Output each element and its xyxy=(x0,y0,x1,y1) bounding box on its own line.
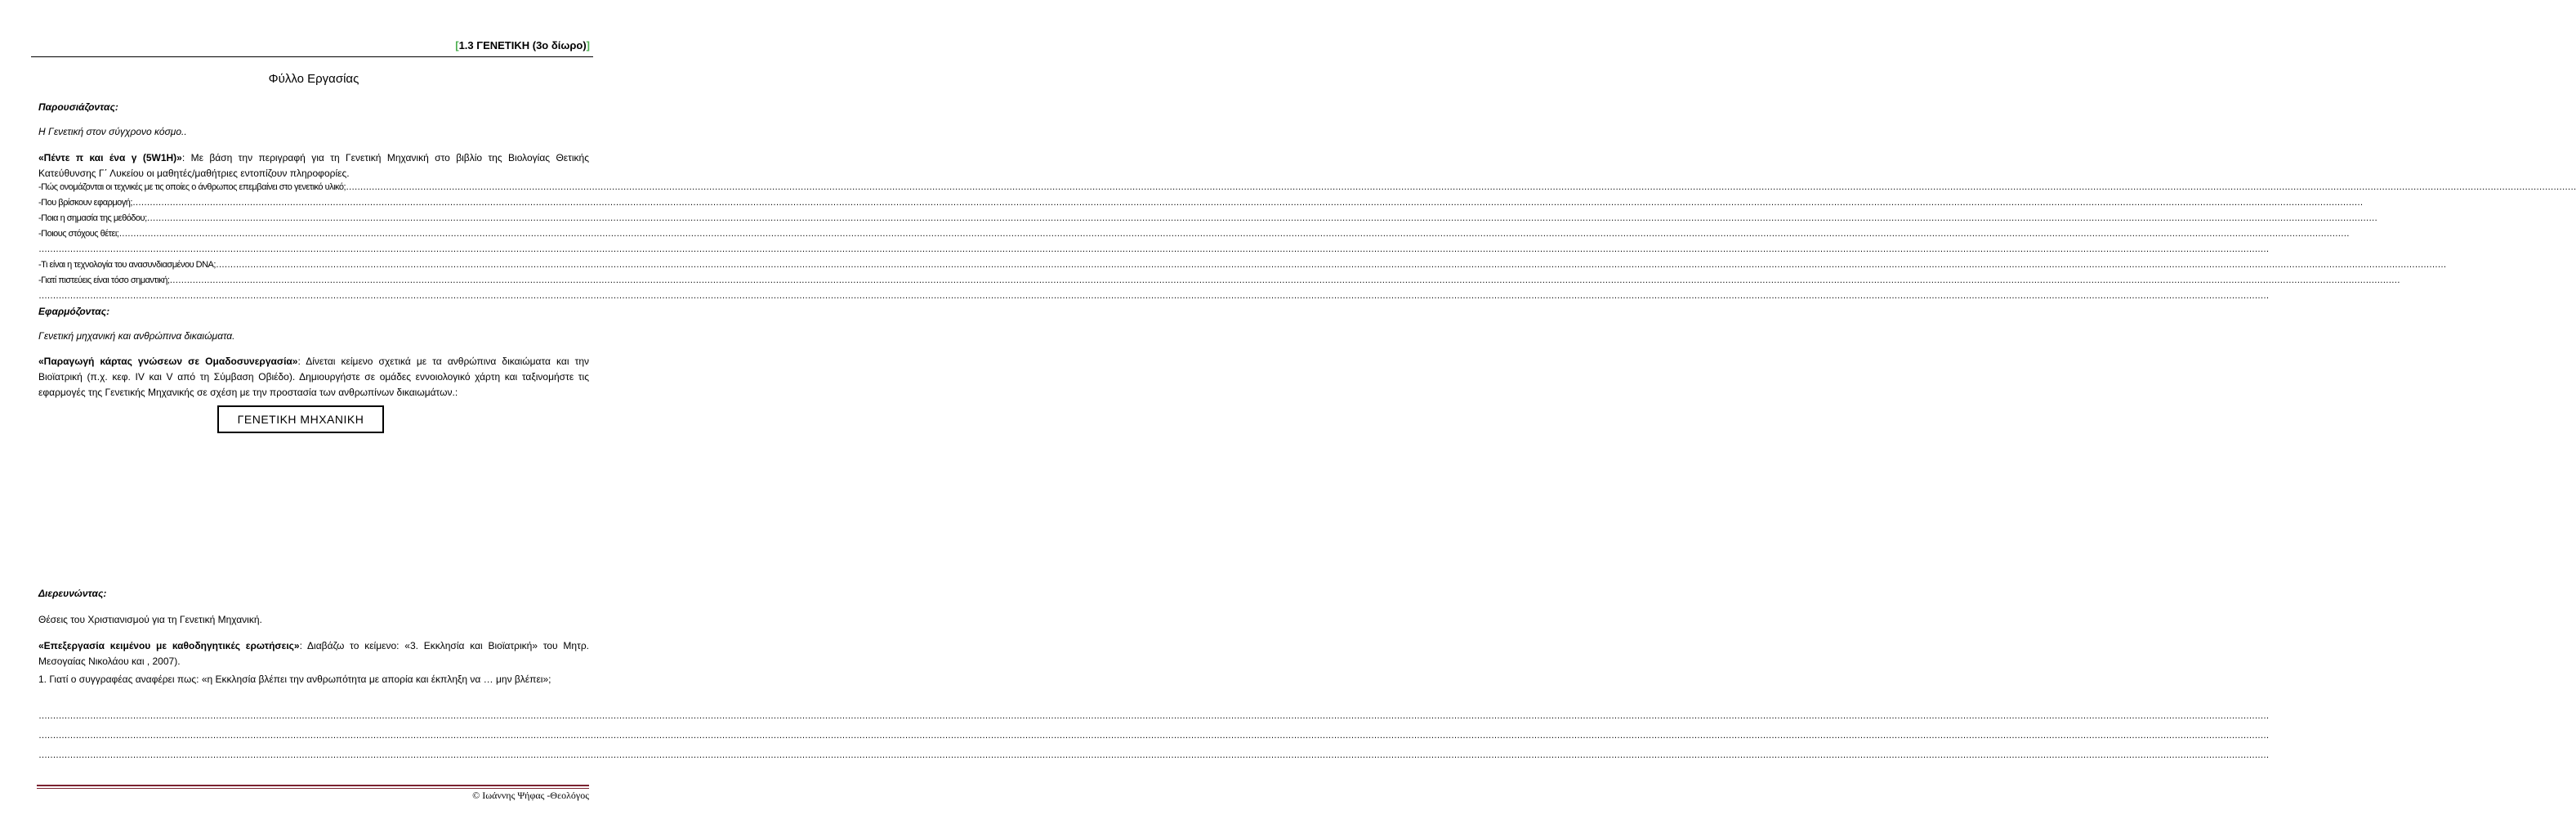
header-bracket-close: ] xyxy=(586,39,590,51)
question-text: -Γιατί πιστεύεις είναι τόσο σημαντική; xyxy=(38,275,170,285)
answer-dots: …………………………………………………………………………………………………………………………………………………………………………………………………………………………………………………………………………………………………………………………………………………………………………………………………………………………………………………………………………………………………………………………………………………………………………………………………………………………………………………………………………………………………………………… xyxy=(169,275,2400,285)
answer-dots: …………………………………………………………………………………………………………………………………………………………………………………………………………………………………………………………………………………………………………………………………………………………………………………………………………………………………………………………………………………………………………………………………………………………………………………………………………………………………………………………………………………………………………………… xyxy=(132,198,2363,208)
task-title: «Επεξεργασία κειμένου με καθοδηγητικές ερωτήσεις» xyxy=(38,640,300,651)
question-paragraph: 1. Γιατί ο συγγραφέας αναφέρει πως: «η Εκκλησία βλέπει την ανθρωπότητα με απορία και έκπληξη να … μην βλέπει»; xyxy=(38,674,551,685)
answer-line xyxy=(38,731,2269,741)
section-intro-presenting: Η Γενετική στον σύγχρονο κόσμο.. xyxy=(38,126,187,137)
question-line xyxy=(38,260,2446,270)
section-intro-applying: Γενετική μηχανική και ανθρώπινα δικαιώματα. xyxy=(38,330,235,342)
answer-dots: …………………………………………………………………………………………………………………………………………………………………………………………………………………………………………………………………………………………………………………………………………………………………………………………………………………………………………………………………………………………………………………………………………………………………………………………………………………………………………………………………………………………………………………… xyxy=(38,291,2269,301)
header-text: 1.3 ΓΕΝΕΤΙΚΗ (3ο δίωρο) xyxy=(458,39,587,51)
answer-dots: …………………………………………………………………………………………………………………………………………………………………………………………………………………………………………………………………………………………………………………………………………………………………………………………………………………………………………………………………………………………………………………………………………………………………………………………………………………………………………………………………………………………………………………… xyxy=(38,750,2269,760)
question-text: -Τι είναι η τεχνολογία του ανασυνδιασμένου DNA; xyxy=(38,260,216,270)
header-bracket-open: [ xyxy=(455,39,459,51)
section-heading-presenting: Παρουσιάζοντας: xyxy=(38,101,118,113)
footer-rule-thick xyxy=(37,785,589,786)
answer-dots: …………………………………………………………………………………………………………………………………………………………………………………………………………………………………………………………………………………………………………………………………………………………………………………………………………………………………………………………………………………………………………………………………………………………………………………………………………………………………………………………………………………………………………………… xyxy=(346,182,2576,192)
task-title: «Πέντε π και ένα γ (5W1H)» xyxy=(38,152,182,163)
task-description: : Με βάση την περιγραφή για τη Γενετική Μηχανική στο βιβλίο της Βιολογίας Θετικής Κατεύθυνσης Γ΄ Λυκείου οι μαθητές/μαθήτριες εντοπίζουν πληροφορίες. xyxy=(38,152,589,179)
answer-dots: …………………………………………………………………………………………………………………………………………………………………………………………………………………………………………………………………………………………………………………………………………………………………………………………………………………………………………………………………………………………………………………………………………………………………………………………………………………………………………………………………………………………………………………… xyxy=(118,229,2350,239)
page-header xyxy=(455,39,590,51)
section-intro-exploring: Θέσεις του Χριστιανισμού για τη Γενετική Μηχανική. xyxy=(38,614,262,625)
answer-dots: …………………………………………………………………………………………………………………………………………………………………………………………………………………………………………………………………………………………………………………………………………………………………………………………………………………………………………………………………………………………………………………………………………………………………………………………………………………………………………………………………………………………………………………… xyxy=(38,711,2269,721)
task-paragraph-presenting xyxy=(38,150,589,181)
task-paragraph-exploring xyxy=(38,638,589,669)
task-description: : Δίνεται κείμενο σχετικά με τα ανθρώπινα δικαιώματα και την Βιοϊατρική (π.χ. κεφ. IV και V από τη Σύμβαση Οβιέδο). Δημιουργήστε σε ομάδες εννοιολογικό χάρτη και ταξινομήστε τις εφαρμογές της Γενετικής Μηχανικής σε σχέση με την προστασία των ανθρωπίνων δικαιωμάτων.: xyxy=(38,356,589,398)
section-heading-exploring: Διερευνώντας: xyxy=(38,588,107,599)
answer-line xyxy=(38,291,2269,301)
page-title: Φύλλο Εργασίας xyxy=(268,72,359,86)
question-line xyxy=(38,275,2400,285)
answer-dots: …………………………………………………………………………………………………………………………………………………………………………………………………………………………………………………………………………………………………………………………………………………………………………………………………………………………………………………………………………………………………………………………………………………………………………………………………………………………………………………………………………………………………………………… xyxy=(38,244,2269,254)
answer-line xyxy=(38,711,2269,721)
task-title: «Παραγωγή κάρτας γνώσεων σε Ομαδοσυνεργασία» xyxy=(38,356,298,367)
concept-map-box: ΓΕΝΕΤΙΚΗ ΜΗΧΑΝΙΚΗ xyxy=(217,405,384,433)
question-text: -Ποια η σημασία της μεθόδου; xyxy=(38,213,147,223)
task-paragraph-applying xyxy=(38,354,589,401)
header-rule xyxy=(31,56,593,57)
answer-line xyxy=(38,750,2269,760)
question-line xyxy=(38,229,2350,239)
footer-credit: © Ιωάννης Ψήφας -Θεολόγος xyxy=(472,790,589,801)
answer-dots: …………………………………………………………………………………………………………………………………………………………………………………………………………………………………………………………………………………………………………………………………………………………………………………………………………………………………………………………………………………………………………………………………………………………………………………………………………………………………………………………………………………………………………………… xyxy=(215,260,2446,270)
question-text: -Ποιους στόχους θέτει; xyxy=(38,229,119,239)
footer-rule-thin xyxy=(37,788,589,789)
question-line xyxy=(38,213,2377,223)
question-text: -Πώς ονομάζονται οι τεχνικές με τις οποίες ο άνθρωπος επεμβαίνει στο γενετικό υλικό; xyxy=(38,182,346,192)
question-text: -Που βρίσκουν εφαρμογή; xyxy=(38,198,132,208)
section-heading-applying: Εφαρμόζοντας: xyxy=(38,306,110,317)
task-description: : Διαβάζω το κείμενο: «3. Εκκλησία και Βιοϊατρική» του Μητρ. Μεσογαίας Νικολάου και , 2007). xyxy=(38,640,589,667)
question-line xyxy=(38,198,2363,208)
question-line xyxy=(38,182,2576,192)
answer-line xyxy=(38,244,2269,254)
answer-dots: …………………………………………………………………………………………………………………………………………………………………………………………………………………………………………………………………………………………………………………………………………………………………………………………………………………………………………………………………………………………………………………………………………………………………………………………………………………………………………………………………………………………………………………… xyxy=(146,213,2377,223)
answer-dots: …………………………………………………………………………………………………………………………………………………………………………………………………………………………………………………………………………………………………………………………………………………………………………………………………………………………………………………………………………………………………………………………………………………………………………………………………………………………………………………………………………………………………………………… xyxy=(38,731,2269,741)
